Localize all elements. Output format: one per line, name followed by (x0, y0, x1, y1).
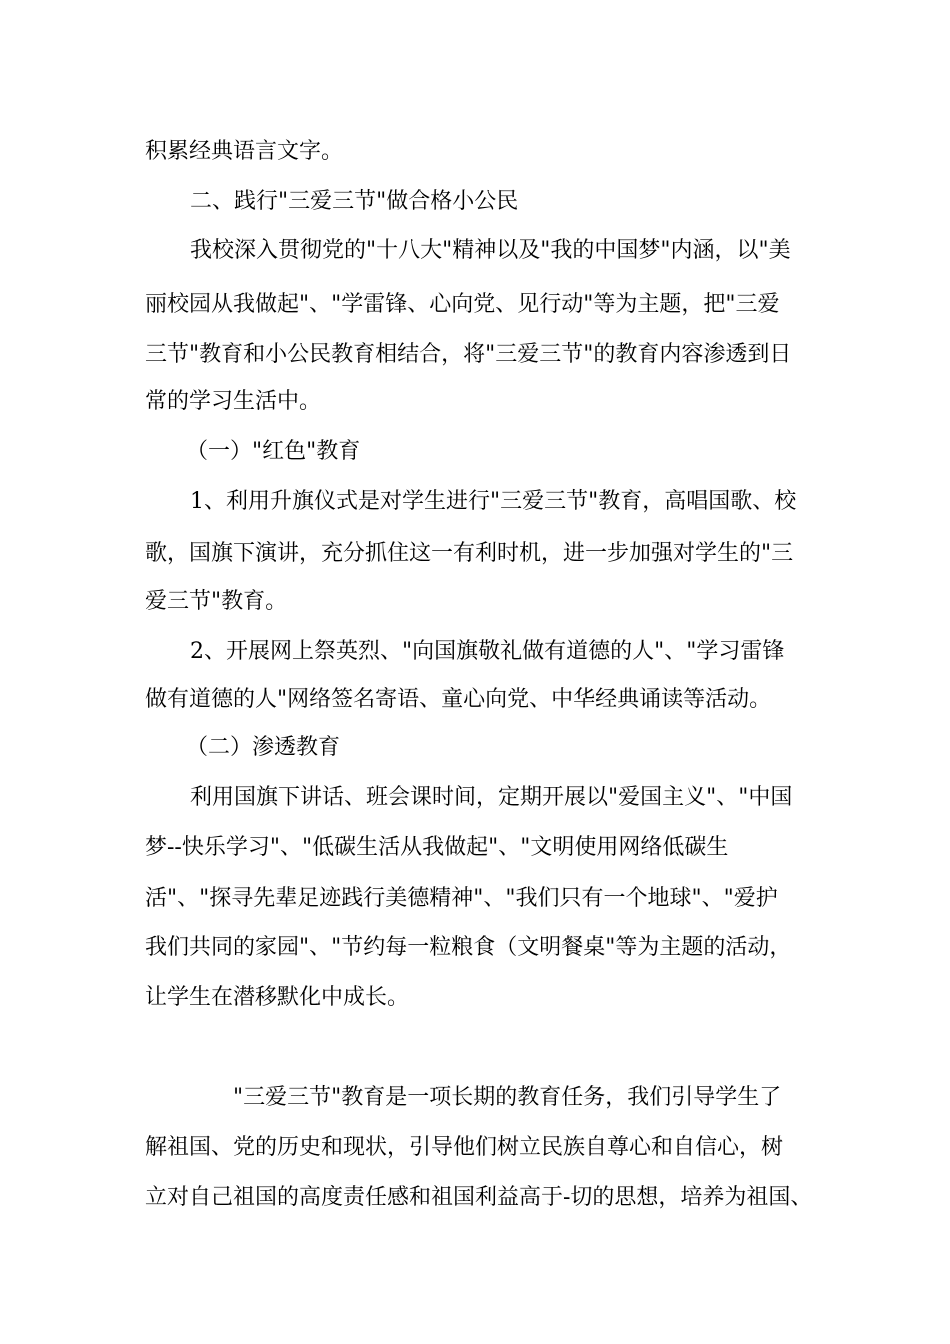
text-line: "三爱三节"教育是一项长期的教育任务，我们引导学生了 (233, 1085, 782, 1110)
section-heading: 二、践行"三爱三节"做合格小公民 (190, 189, 519, 214)
text-line: 活"、"探寻先辈足迹践行美德精神"、"我们只有一个地球"、"爱护 (145, 886, 778, 911)
text-line: 我们共同的家园"、"节约每一粒粮食（文明餐桌"等为主题的活动， (145, 935, 792, 960)
text-line: 三节"教育和小公民教育相结合，将"三爱三节"的教育内容渗透到日 (145, 342, 792, 367)
text-line: 让学生在潜移默化中成长。 (145, 985, 410, 1010)
subsection-heading: （二）渗透教育 (186, 735, 341, 760)
text-line: 梦--快乐学习"、"低碳生活从我做起"、"文明使用网络低碳生 (145, 835, 729, 860)
text-line: 解祖国、党的历史和现状，引导他们树立民族自尊心和自信心，树 (145, 1135, 784, 1160)
text-line: 积累经典语言文字。 (145, 139, 344, 164)
text-line: 爱三节"教育。 (145, 589, 288, 614)
text-line: 丽校园从我做起"、"学雷锋、心向党、见行动"等为主题，把"三爱 (145, 292, 780, 317)
text-line: 利用国旗下讲话、班会课时间，定期开展以"爱国主义"、"中国 (190, 785, 793, 810)
text-line: 2、开展网上祭英烈、"向国旗敬礼做有道德的人"、"学习雷锋 (190, 639, 785, 664)
subsection-heading: （一）"红色"教育 (186, 439, 361, 464)
text-line: 常的学习生活中。 (145, 389, 322, 414)
text-line: 做有道德的人"网络签名寄语、童心向党、中华经典诵读等活动。 (145, 687, 772, 712)
text-line: 我校深入贯彻党的"十八大"精神以及"我的中国梦"内涵，以"美 (190, 238, 791, 263)
text-line: 1、利用升旗仪式是对学生进行"三爱三节"教育，高唱国歌、校 (190, 489, 797, 514)
text-line: 立对自己祖国的高度责任感和祖国利益高于-切的思想，培养为祖国、 (145, 1185, 813, 1210)
text-line: 歌，国旗下演讲，充分抓住这一有利时机，进一步加强对学生的"三 (145, 541, 794, 566)
